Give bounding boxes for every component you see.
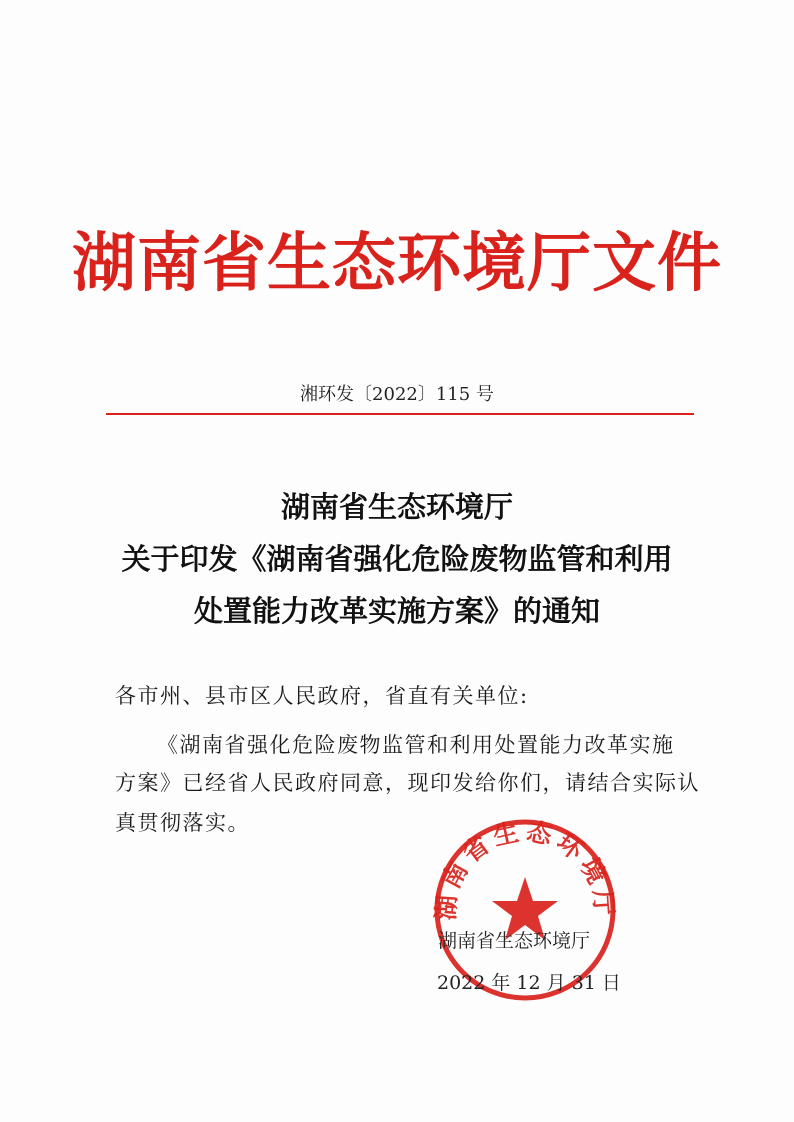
title-line-1: 湖南省生态环境厅 [280, 490, 513, 524]
body-line-2: 方案》已经省人民政府同意，现印发给你们，请结合实际认 [115, 771, 700, 795]
issuer-header: 湖南省生态环境厅文件 [72, 226, 722, 301]
title-line-3: 处置能力改革实施方案》的通知 [193, 594, 600, 628]
seal-text: 湖南省生态环境厅 [431, 816, 619, 922]
red-divider [106, 413, 694, 415]
body-line-3: 真贯彻落实。 [115, 811, 250, 835]
body-line-1: 《湖南省强化危险废物监管和利用处置能力改革实施 [157, 733, 675, 757]
issue-date: 2022 年 12 月 31 日 [437, 972, 621, 994]
signer: 湖南省生态环境厅 [438, 930, 591, 952]
addressee: 各市州、县市区人民政府，省直有关单位: [115, 684, 529, 708]
title-line-2: 关于印发《湖南省强化危险废物监管和利用 [121, 542, 673, 576]
document-number: 湘环发〔2022〕115 号 [300, 384, 494, 405]
